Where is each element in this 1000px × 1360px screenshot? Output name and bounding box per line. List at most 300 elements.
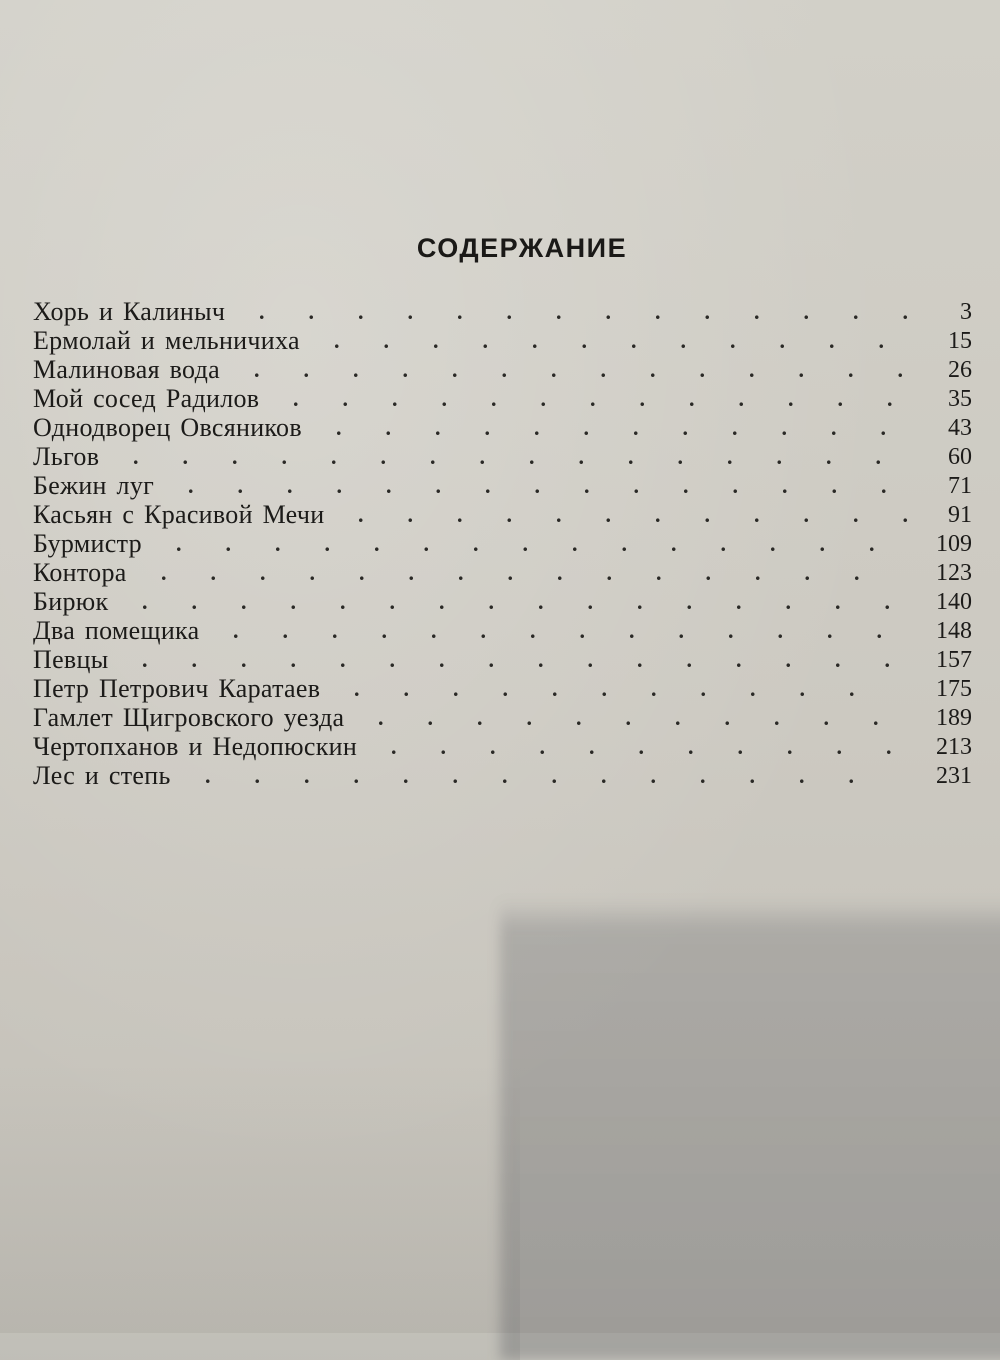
leader-dot: . bbox=[650, 763, 656, 788]
leader-dot: . bbox=[534, 473, 540, 498]
leader-dot: . bbox=[389, 647, 395, 672]
toc-entry-title: Бирюк bbox=[33, 587, 109, 616]
leader-dot: . bbox=[799, 763, 805, 788]
toc-entry-page: 60 bbox=[948, 444, 972, 470]
leader-dot: . bbox=[303, 357, 309, 382]
leader-dot: . bbox=[254, 357, 260, 382]
toc-entry-title: Чертопханов и Недопюскин bbox=[33, 732, 358, 761]
leader-dot: . bbox=[477, 705, 483, 730]
leader-dot: . bbox=[161, 560, 167, 585]
toc-entry bbox=[0, 732, 1000, 761]
leader-dot: . bbox=[779, 328, 785, 353]
leader-dot: . bbox=[683, 473, 689, 498]
leader-dot: . bbox=[452, 357, 458, 382]
leader-dot: . bbox=[359, 560, 365, 585]
leader-dot: . bbox=[581, 328, 587, 353]
leader-dot: . bbox=[677, 444, 683, 469]
leader-dot: . bbox=[878, 328, 884, 353]
toc-entry-title: Бурмистр bbox=[33, 529, 142, 558]
leader-dot: . bbox=[281, 444, 287, 469]
leader-dot: . bbox=[391, 734, 397, 759]
leader-dot: . bbox=[754, 502, 760, 527]
leader-dot: . bbox=[358, 299, 364, 324]
leader-dot: . bbox=[799, 676, 805, 701]
toc-entry-page: 140 bbox=[936, 589, 972, 615]
toc-entry bbox=[0, 471, 1000, 500]
toc-entry-title: Однодворец Овсяников bbox=[33, 413, 302, 442]
leader-dot: . bbox=[785, 647, 791, 672]
leader-dot: . bbox=[309, 560, 315, 585]
leader-dot: . bbox=[782, 473, 788, 498]
leader-dot: . bbox=[241, 589, 247, 614]
toc-entry-page: 43 bbox=[948, 415, 972, 441]
leader-dot: . bbox=[304, 763, 310, 788]
dot-leader bbox=[237, 297, 946, 327]
leader-dot: . bbox=[358, 502, 364, 527]
leader-dot: . bbox=[407, 299, 413, 324]
leader-dot: . bbox=[308, 299, 314, 324]
toc-entry-title: Лес и степь bbox=[33, 761, 171, 790]
toc-entry-title: Хорь и Калиныч bbox=[33, 297, 226, 326]
leader-dot: . bbox=[386, 473, 392, 498]
leader-dot: . bbox=[188, 473, 194, 498]
leader-dot: . bbox=[749, 357, 755, 382]
dot-leader bbox=[369, 732, 922, 762]
leader-dot: . bbox=[254, 763, 260, 788]
leader-dot: . bbox=[501, 357, 507, 382]
leader-dot: . bbox=[738, 386, 744, 411]
toc-entry-title: Два помещика bbox=[33, 616, 200, 645]
toc-entry bbox=[0, 703, 1000, 732]
leader-dot: . bbox=[848, 357, 854, 382]
leader-dot: . bbox=[191, 589, 197, 614]
shadow-overlay-left bbox=[0, 1060, 520, 1360]
leader-dot: . bbox=[530, 618, 536, 643]
leader-dot: . bbox=[730, 328, 736, 353]
leader-dot: . bbox=[479, 444, 485, 469]
leader-dot: . bbox=[336, 415, 342, 440]
leader-dot: . bbox=[532, 328, 538, 353]
toc-entry bbox=[0, 616, 1000, 645]
leader-dot: . bbox=[887, 386, 893, 411]
toc-entry bbox=[0, 355, 1000, 384]
leader-dot: . bbox=[633, 473, 639, 498]
toc-entry-page: 109 bbox=[936, 531, 972, 557]
leader-dot: . bbox=[353, 357, 359, 382]
leader-dot: . bbox=[651, 676, 657, 701]
leader-dot: . bbox=[873, 705, 879, 730]
leader-dot: . bbox=[675, 705, 681, 730]
leader-dot: . bbox=[621, 531, 627, 556]
leader-dot: . bbox=[259, 299, 265, 324]
leader-dot: . bbox=[884, 647, 890, 672]
leader-dot: . bbox=[884, 589, 890, 614]
toc-entry-page: 71 bbox=[948, 473, 972, 499]
leader-dot: . bbox=[458, 560, 464, 585]
table-of-contents bbox=[0, 297, 1000, 790]
toc-entry-title: Бежин луг bbox=[33, 471, 155, 500]
leader-dot: . bbox=[133, 444, 139, 469]
leader-dot: . bbox=[453, 676, 459, 701]
leader-dot: . bbox=[876, 618, 882, 643]
leader-dot: . bbox=[381, 618, 387, 643]
leader-dot: . bbox=[241, 647, 247, 672]
leader-dot: . bbox=[774, 705, 780, 730]
leader-dot: . bbox=[402, 357, 408, 382]
leader-dot: . bbox=[777, 618, 783, 643]
leader-dot: . bbox=[182, 444, 188, 469]
dot-leader bbox=[232, 355, 934, 385]
leader-dot: . bbox=[385, 415, 391, 440]
toc-entry-title: Льгов bbox=[33, 442, 100, 471]
leader-dot: . bbox=[724, 705, 730, 730]
leader-dot: . bbox=[556, 502, 562, 527]
leader-dot: . bbox=[491, 386, 497, 411]
leader-dot: . bbox=[473, 531, 479, 556]
leader-dot: . bbox=[408, 560, 414, 585]
leader-dot: . bbox=[836, 734, 842, 759]
leader-dot: . bbox=[754, 299, 760, 324]
toc-entry bbox=[0, 558, 1000, 587]
leader-dot: . bbox=[290, 647, 296, 672]
leader-dot: . bbox=[557, 560, 563, 585]
leader-dot: . bbox=[389, 589, 395, 614]
leader-dot: . bbox=[142, 589, 148, 614]
toc-entry bbox=[0, 413, 1000, 442]
leader-dot: . bbox=[354, 676, 360, 701]
leader-dot: . bbox=[732, 473, 738, 498]
toc-entry bbox=[0, 645, 1000, 674]
leader-dot: . bbox=[837, 386, 843, 411]
leader-dot: . bbox=[823, 705, 829, 730]
leader-dot: . bbox=[433, 328, 439, 353]
leader-dot: . bbox=[804, 560, 810, 585]
leader-dot: . bbox=[655, 299, 661, 324]
toc-entry bbox=[0, 674, 1000, 703]
leader-dot: . bbox=[848, 763, 854, 788]
leader-dot: . bbox=[625, 705, 631, 730]
leader-dot: . bbox=[457, 299, 463, 324]
leader-dot: . bbox=[507, 560, 513, 585]
leader-dot: . bbox=[403, 763, 409, 788]
leader-dot: . bbox=[324, 531, 330, 556]
leader-dot: . bbox=[755, 560, 761, 585]
leader-dot: . bbox=[637, 647, 643, 672]
dot-leader bbox=[271, 384, 934, 414]
leader-dot: . bbox=[637, 589, 643, 614]
leader-dot: . bbox=[506, 299, 512, 324]
leader-dot: . bbox=[488, 589, 494, 614]
leader-dot: . bbox=[431, 618, 437, 643]
leader-dot: . bbox=[579, 618, 585, 643]
leader-dot: . bbox=[880, 415, 886, 440]
toc-entry-title: Петр Петрович Каратаев bbox=[33, 674, 321, 703]
toc-entry bbox=[0, 384, 1000, 413]
leader-dot: . bbox=[835, 647, 841, 672]
leader-dot: . bbox=[655, 502, 661, 527]
leader-dot: . bbox=[275, 531, 281, 556]
leader-dot: . bbox=[727, 444, 733, 469]
leader-dot: . bbox=[886, 734, 892, 759]
leader-dot: . bbox=[827, 618, 833, 643]
leader-dot: . bbox=[605, 502, 611, 527]
leader-dot: . bbox=[803, 502, 809, 527]
leader-dot: . bbox=[439, 589, 445, 614]
leader-dot: . bbox=[334, 328, 340, 353]
leader-dot: . bbox=[485, 473, 491, 498]
toc-entry-page: 15 bbox=[948, 328, 972, 354]
leader-dot: . bbox=[205, 763, 211, 788]
leader-dot: . bbox=[854, 560, 860, 585]
toc-entry-page: 123 bbox=[936, 560, 972, 586]
toc-entry bbox=[0, 587, 1000, 616]
toc-entry bbox=[0, 442, 1000, 471]
toc-entry-page: 91 bbox=[948, 502, 972, 528]
leader-dot: . bbox=[392, 386, 398, 411]
toc-entry-page: 175 bbox=[936, 676, 972, 702]
leader-dot: . bbox=[628, 444, 634, 469]
leader-dot: . bbox=[332, 618, 338, 643]
leader-dot: . bbox=[785, 589, 791, 614]
leader-dot: . bbox=[728, 618, 734, 643]
leader-dot: . bbox=[293, 386, 299, 411]
dot-leader bbox=[312, 326, 934, 356]
leader-dot: . bbox=[633, 415, 639, 440]
leader-dot: . bbox=[881, 473, 887, 498]
contents-heading: СОДЕРЖАНИЕ bbox=[416, 233, 628, 263]
leader-dot: . bbox=[680, 328, 686, 353]
leader-dot: . bbox=[534, 415, 540, 440]
toc-entry-title: Контора bbox=[33, 558, 127, 587]
leader-dot: . bbox=[656, 560, 662, 585]
leader-dot: . bbox=[191, 647, 197, 672]
leader-dot: . bbox=[484, 415, 490, 440]
leader-dot: . bbox=[590, 386, 596, 411]
leader-dot: . bbox=[826, 444, 832, 469]
leader-dot: . bbox=[829, 328, 835, 353]
leader-dot: . bbox=[732, 415, 738, 440]
leader-dot: . bbox=[423, 531, 429, 556]
leader-dot: . bbox=[776, 444, 782, 469]
toc-entry-title: Певцы bbox=[33, 645, 109, 674]
toc-entry-title: Ермолай и мельничиха bbox=[33, 326, 300, 355]
leader-dot: . bbox=[232, 444, 238, 469]
leader-dot: . bbox=[601, 676, 607, 701]
leader-dot: . bbox=[750, 676, 756, 701]
leader-dot: . bbox=[480, 618, 486, 643]
leader-dot: . bbox=[629, 618, 635, 643]
leader-dot: . bbox=[749, 763, 755, 788]
leader-dot: . bbox=[353, 763, 359, 788]
leader-dot: . bbox=[439, 647, 445, 672]
leader-dot: . bbox=[441, 386, 447, 411]
leader-dot: . bbox=[650, 357, 656, 382]
leader-dot: . bbox=[902, 299, 908, 324]
leader-dot: . bbox=[572, 531, 578, 556]
dot-leader bbox=[356, 703, 922, 733]
leader-dot: . bbox=[587, 589, 593, 614]
leader-dot: . bbox=[686, 589, 692, 614]
leader-dot: . bbox=[142, 647, 148, 672]
leader-dot: . bbox=[853, 299, 859, 324]
leader-dot: . bbox=[831, 473, 837, 498]
leader-dot: . bbox=[584, 473, 590, 498]
dot-leader bbox=[120, 645, 922, 675]
leader-dot: . bbox=[552, 676, 558, 701]
dot-leader bbox=[336, 500, 934, 530]
leader-dot: . bbox=[551, 357, 557, 382]
leader-dot: . bbox=[435, 415, 441, 440]
leader-dot: . bbox=[583, 415, 589, 440]
leader-dot: . bbox=[556, 299, 562, 324]
leader-dot: . bbox=[539, 734, 545, 759]
leader-dot: . bbox=[374, 531, 380, 556]
dot-leader bbox=[314, 413, 934, 443]
toc-entry-page: 3 bbox=[960, 299, 972, 325]
leader-dot: . bbox=[671, 531, 677, 556]
dot-leader bbox=[211, 616, 922, 646]
leader-dot: . bbox=[819, 531, 825, 556]
leader-dot: . bbox=[682, 415, 688, 440]
leader-dot: . bbox=[526, 705, 532, 730]
leader-dot: . bbox=[897, 357, 903, 382]
leader-dot: . bbox=[631, 328, 637, 353]
toc-entry-title: Гамлет Щигровского уезда bbox=[33, 703, 345, 732]
toc-entry-title: Малиновая вода bbox=[33, 355, 220, 384]
shadow-overlay bbox=[500, 900, 1000, 1360]
leader-dot: . bbox=[700, 676, 706, 701]
leader-dot: . bbox=[540, 386, 546, 411]
leader-dot: . bbox=[902, 502, 908, 527]
leader-dot: . bbox=[704, 299, 710, 324]
leader-dot: . bbox=[430, 444, 436, 469]
leader-dot: . bbox=[869, 531, 875, 556]
leader-dot: . bbox=[290, 589, 296, 614]
leader-dot: . bbox=[506, 502, 512, 527]
leader-dot: . bbox=[700, 763, 706, 788]
leader-dot: . bbox=[638, 734, 644, 759]
leader-dot: . bbox=[589, 734, 595, 759]
leader-dot: . bbox=[600, 357, 606, 382]
leader-dot: . bbox=[798, 357, 804, 382]
leader-dot: . bbox=[529, 444, 535, 469]
toc-entry-page: 189 bbox=[936, 705, 972, 731]
leader-dot: . bbox=[210, 560, 216, 585]
leader-dot: . bbox=[788, 386, 794, 411]
leader-dot: . bbox=[686, 647, 692, 672]
toc-entry-page: 213 bbox=[936, 734, 972, 760]
leader-dot: . bbox=[522, 531, 528, 556]
toc-entry bbox=[0, 761, 1000, 790]
leader-dot: . bbox=[688, 734, 694, 759]
leader-dot: . bbox=[639, 386, 645, 411]
leader-dot: . bbox=[736, 647, 742, 672]
leader-dot: . bbox=[490, 734, 496, 759]
leader-dot: . bbox=[606, 560, 612, 585]
leader-dot: . bbox=[287, 473, 293, 498]
leader-dot: . bbox=[237, 473, 243, 498]
dot-leader bbox=[120, 587, 922, 617]
toc-entry-page: 148 bbox=[936, 618, 972, 644]
leader-dot: . bbox=[340, 647, 346, 672]
leader-dot: . bbox=[452, 763, 458, 788]
leader-dot: . bbox=[601, 763, 607, 788]
leader-dot: . bbox=[435, 473, 441, 498]
leader-dot: . bbox=[342, 386, 348, 411]
leader-dot: . bbox=[407, 502, 413, 527]
toc-entry bbox=[0, 326, 1000, 355]
dot-leader bbox=[183, 761, 922, 791]
leader-dot: . bbox=[835, 589, 841, 614]
dot-leader bbox=[139, 558, 922, 588]
toc-entry-page: 35 bbox=[948, 386, 972, 412]
toc-entry bbox=[0, 529, 1000, 558]
leader-dot: . bbox=[787, 734, 793, 759]
leader-dot: . bbox=[440, 734, 446, 759]
leader-dot: . bbox=[482, 328, 488, 353]
leader-dot: . bbox=[689, 386, 695, 411]
leader-dot: . bbox=[538, 647, 544, 672]
leader-dot: . bbox=[457, 502, 463, 527]
leader-dot: . bbox=[737, 734, 743, 759]
leader-dot: . bbox=[578, 444, 584, 469]
dot-leader bbox=[332, 674, 922, 704]
leader-dot: . bbox=[551, 763, 557, 788]
leader-dot: . bbox=[427, 705, 433, 730]
leader-dot: . bbox=[781, 415, 787, 440]
toc-entry-title: Касьян с Красивой Мечи bbox=[33, 500, 325, 529]
leader-dot: . bbox=[704, 502, 710, 527]
leader-dot: . bbox=[720, 531, 726, 556]
leader-dot: . bbox=[336, 473, 342, 498]
leader-dot: . bbox=[340, 589, 346, 614]
toc-entry-title: Мой сосед Радилов bbox=[33, 384, 260, 413]
leader-dot: . bbox=[803, 299, 809, 324]
leader-dot: . bbox=[849, 676, 855, 701]
leader-dot: . bbox=[678, 618, 684, 643]
leader-dot: . bbox=[831, 415, 837, 440]
leader-dot: . bbox=[378, 705, 384, 730]
leader-dot: . bbox=[605, 299, 611, 324]
leader-dot: . bbox=[488, 647, 494, 672]
dot-leader bbox=[166, 471, 934, 501]
dot-leader bbox=[154, 529, 922, 559]
leader-dot: . bbox=[875, 444, 881, 469]
leader-dot: . bbox=[233, 618, 239, 643]
leader-dot: . bbox=[282, 618, 288, 643]
leader-dot: . bbox=[587, 647, 593, 672]
leader-dot: . bbox=[502, 676, 508, 701]
leader-dot: . bbox=[380, 444, 386, 469]
toc-entry bbox=[0, 297, 1000, 326]
toc-entry-page: 26 bbox=[948, 357, 972, 383]
leader-dot: . bbox=[705, 560, 711, 585]
leader-dot: . bbox=[260, 560, 266, 585]
toc-entry-page: 231 bbox=[936, 763, 972, 789]
leader-dot: . bbox=[538, 589, 544, 614]
leader-dot: . bbox=[770, 531, 776, 556]
leader-dot: . bbox=[502, 763, 508, 788]
leader-dot: . bbox=[699, 357, 705, 382]
leader-dot: . bbox=[176, 531, 182, 556]
leader-dot: . bbox=[576, 705, 582, 730]
leader-dot: . bbox=[403, 676, 409, 701]
dot-leader bbox=[111, 442, 934, 472]
leader-dot: . bbox=[331, 444, 337, 469]
toc-entry bbox=[0, 500, 1000, 529]
leader-dot: . bbox=[383, 328, 389, 353]
leader-dot: . bbox=[225, 531, 231, 556]
